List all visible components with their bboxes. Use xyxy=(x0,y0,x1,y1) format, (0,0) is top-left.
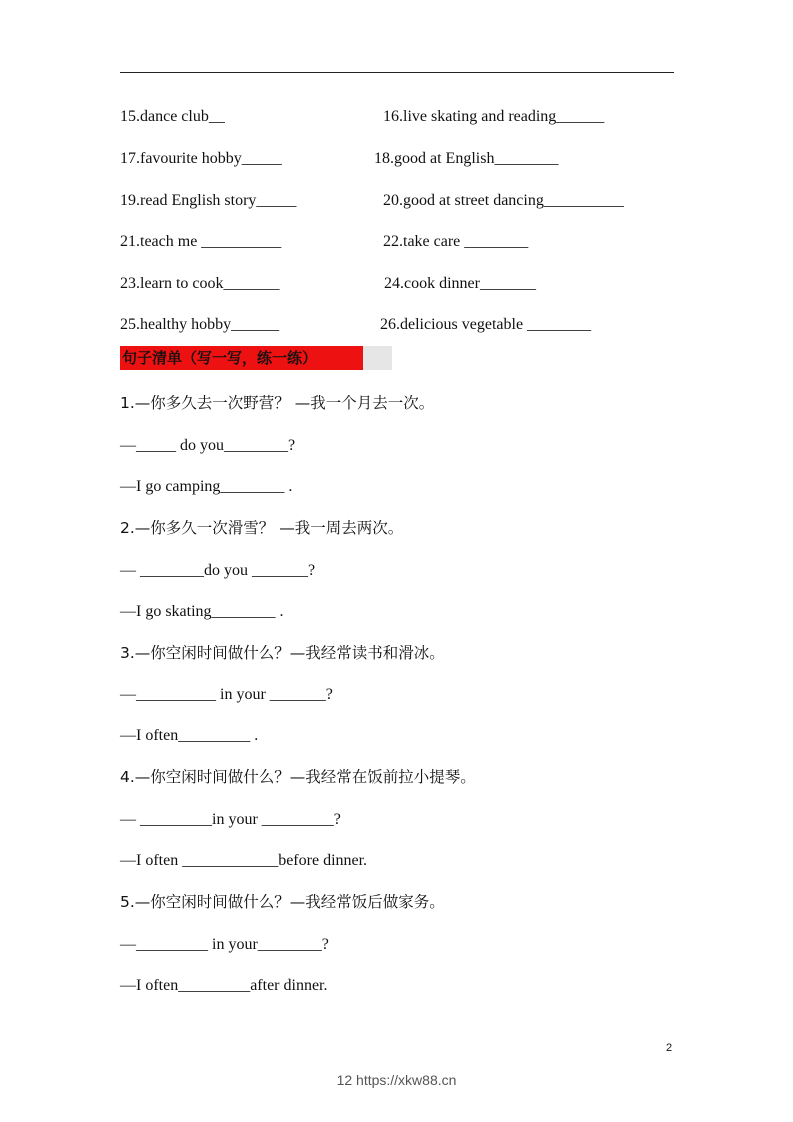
sentence-5-chinese: 5.—你空闲时间做什么？—我经常饭后做家务。 xyxy=(120,893,445,911)
phrase-23: 23.learn to cook_______ xyxy=(120,275,280,292)
phrase-15: 15.dance club__ xyxy=(120,108,225,125)
phrase-19: 19.read English story_____ xyxy=(120,192,297,209)
page-number: 2 xyxy=(666,1042,673,1054)
sentence-4-answer: —I often ____________before dinner. xyxy=(120,852,368,869)
sentence-3-chinese: 3.—你空闲时间做什么？—我经常读书和滑冰。 xyxy=(120,644,445,662)
sentence-2-chinese: 2.—你多久一次滑雪？ —我一周去两次。 xyxy=(120,519,404,537)
footer-watermark: 12 https://xkw88.cn xyxy=(336,1072,457,1088)
phrase-20: 20.good at street dancing__________ xyxy=(383,192,624,209)
sentence-2-answer: —I go skating________ . xyxy=(120,603,284,620)
header-rule xyxy=(120,72,674,73)
sentence-5-answer: —I often_________after dinner. xyxy=(120,977,328,994)
sentence-4-chinese: 4.—你空闲时间做什么？—我经常在饭前拉小提琴。 xyxy=(120,768,476,786)
phrase-26: 26.delicious vegetable ________ xyxy=(380,316,592,333)
phrase-18: 18.good at English________ xyxy=(374,150,559,167)
sentence-1-question: —_____ do you________? xyxy=(120,437,296,454)
phrase-25: 25.healthy hobby______ xyxy=(120,316,280,333)
sentence-1-chinese: 1.—你多久去一次野营？ —我一个月去一次。 xyxy=(120,394,435,412)
phrase-21: 21.teach me __________ xyxy=(120,233,282,250)
sentence-2-question: — ________do you _______? xyxy=(120,562,316,579)
phrase-22: 22.take care ________ xyxy=(383,233,529,250)
section-banner xyxy=(120,346,392,370)
phrase-16: 16.live skating and reading______ xyxy=(383,108,605,125)
sentence-3-question: —__________ in your _______? xyxy=(120,686,333,703)
sentence-1-answer: —I go camping________ . xyxy=(120,478,293,495)
sentence-4-question: — _________in your _________? xyxy=(120,811,341,828)
section-title: 句子清单（写一写，练一练） xyxy=(122,349,318,367)
sentence-3-answer: —I often_________ . xyxy=(120,727,259,744)
phrase-17: 17.favourite hobby_____ xyxy=(120,150,282,167)
phrase-24: 24.cook dinner_______ xyxy=(384,275,536,292)
sentence-5-question: —_________ in your________? xyxy=(120,936,329,953)
